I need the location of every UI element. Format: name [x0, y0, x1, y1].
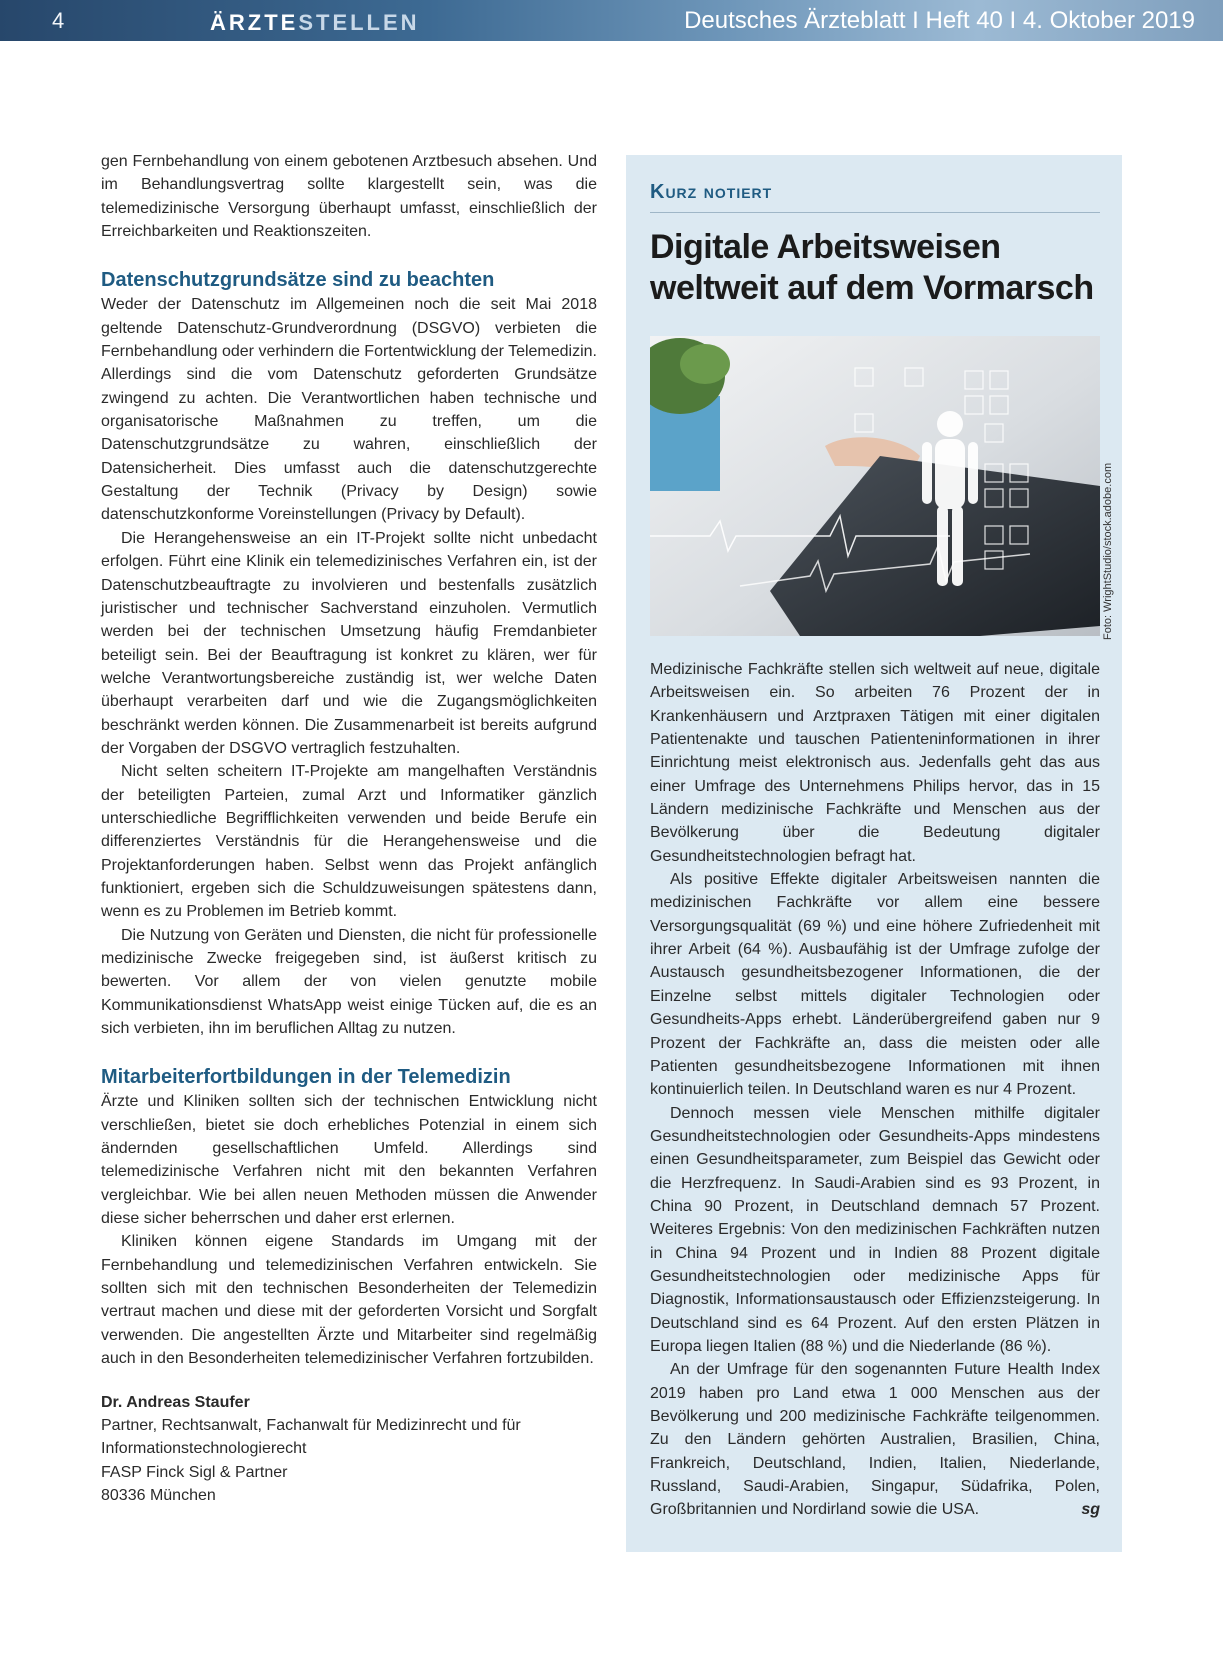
author-initials: sg [1081, 1501, 1100, 1519]
paragraph: Ärzte und Kliniken sollten sich der technischen Entwicklung nicht verschließen, bietet sie doch erhebliches Potenzial in einem sich ändernden gesellschaftlichen Umfeld. Allerdings sind telemedizinische Verfahren nicht mit den bekannten Verfahren vergleichbar. Wie bei allen neuen Methoden müssen die Anwender diese sicher beherrschen und daher erst erlernen. [101, 1093, 597, 1228]
page-number: 4 [52, 8, 65, 33]
author-block [101, 1391, 597, 1508]
issue-info: Deutsches Ärzteblatt I Heft 40 I 4. Oktober 2019 [684, 7, 1195, 34]
paragraph: Medizinische Fachkräfte stellen sich weltweit auf neue, digitale Arbeitsweisen ein. So arbeiten 76 Prozent der in Krankenhäusern und Arztpraxen Tätigen mit einer digitalen Patientenakte und tauschen Patienteninformationen in ihrer Einrichtung meist elektronisch aus. Jedenfalls geht das aus einer Umfrage des Unternehmens Philips hervor, das in 15 Ländern medizinische Fachkräfte und Menschen aus der Bevölkerung über die Bedeutung digitaler Gesundheitstechnologien befragt hat. [650, 661, 1100, 865]
paragraph: gen Fernbehandlung von einem gebotenen Arztbesuch absehen. Und im Behandlungsvertrag sollte klargestellt sein, was die telemedizinische Versorgung überhaupt umfasst, einschließlich der Erreichbarkeiten und Reaktionszeiten. [101, 153, 597, 241]
divider [650, 212, 1100, 213]
masthead-part-1: ÄRZTE [210, 10, 299, 35]
photo-telemedicine [650, 336, 1100, 636]
header-bar [0, 0, 1223, 41]
box-kicker: Kurz notiert [650, 181, 773, 203]
paragraph: Nicht selten scheitern IT-Projekte am mangelhaften Verständnis der beteiligten Parteien, zumal Arzt und Informatiker gänzlich unterschiedliche Begrifflichkeiten verwenden und beide Berufe ein differenziertes Verständnis für die Herangehensweise und die Projektanforderungen haben. Selbst wenn das Projekt anfänglich funktioniert, ergeben sich die Schuldzuweisungen spätestens dann, wenn es zu Problemen im Betrieb kommt. [101, 763, 597, 921]
author-line: FASP Finck Sigl & Partner [101, 1463, 288, 1481]
headline-line: weltweit auf dem Vormarsch [650, 269, 1094, 307]
headline-line: Digitale Arbeitsweisen [650, 228, 1001, 266]
box-headline [650, 227, 1105, 309]
paragraph: Die Herangehensweise an ein IT-Projekt sollte nicht unbedacht erfolgen. Führt eine Klinik ein telemedizinisches Verfahren ein, ist der Datenschutzbeauftragte zu involvieren und bestenfalls zusätzlich juristischer und technischer Sachverstand einzuholen. Vermutlich werden bei der technischen Umsetzung häufig Fremdanbieter beteiligt sein. Bei der Beauftragung ist konkret zu klären, wer für welche Verantwortungsbereiche zuständig ist, wer welche Daten überhaupt verarbeiten darf und wie die Zugangsmöglichkeiten beschränkt werden können. Die Zusammenarbeit ist bereits aufgrund der Vorgaben der DSGVO vertraglich festzuhalten. [101, 529, 597, 757]
author-line: Partner, Rechtsanwalt, Fachanwalt für Medizinrecht und für [101, 1416, 521, 1434]
author-line: 80336 München [101, 1486, 216, 1504]
author-line: Informationstechnologierecht [101, 1440, 307, 1458]
photo-illustration [650, 336, 1100, 636]
sidebar-box [626, 155, 1122, 1552]
section-heading-training: Mitarbeiterfortbildungen in der Telemedizin [101, 1066, 511, 1089]
main-article [101, 150, 597, 1507]
paragraph [650, 1358, 1100, 1521]
paragraph: Kliniken können eigene Standards im Umgang mit der Fernbehandlung und telemedizinischen Verfahren entwickeln. Sie sollten sich mit den technischen Besonderheiten der Telemedizin vertraut machen und diese mit der geforderten Vorsicht und Sorgfalt verwenden. Die angestellten Ärzte und Mitarbeiter sind regelmäßig auch in den Besonderheiten telemedizinischer Verfahren fortzubilden. [101, 1233, 597, 1368]
masthead-part-2: STELLEN [298, 10, 420, 35]
author-name: Dr. Andreas Staufer [101, 1393, 250, 1411]
box-article [650, 658, 1100, 1522]
paragraph: Weder der Datenschutz im Allgemeinen noch die seit Mai 2018 geltende Datenschutz-Grundverordnung (DSGVO) verbieten die Fernbehandlung oder verhindern die Fortentwicklung der Telemedizin. Allerdings sind die vom Datenschutz geforderten Grundsätze zwingend zu achten. Die Verantwortlichen haben technische und organisatorische Maßnahmen zu treffen, um die Datenschutzgrundsätze zu wahren, einschließlich der Datensicherheit. Dies umfasst auch die datenschutzgerechte Gestaltung der Technik (Privacy by Design) sowie datenschutzkonforme Voreinstellungen (Privacy by Default). [101, 296, 597, 524]
paragraph-text: An der Umfrage für den sogenannten Future Health Index 2019 haben pro Land etwa 1 000 Menschen aus der Bevölkerung und 200 medizinische Fachkräfte teilgenommen. Zu den Ländern gehörten Australien, Brasilien, China, Frankreich, Deutschland, Indien, Italien, Niederlande, Russland, Saudi-Arabien, Singapur, Südafrika, Polen, Großbritannien und Nordirland sowie die USA. [650, 1361, 1100, 1519]
section-heading-privacy: Datenschutzgrundsätze sind zu beachten [101, 269, 495, 292]
paragraph: Die Nutzung von Geräten und Diensten, die nicht für professionelle medizinische Zwecke freigegeben sind, ist äußerst kritisch zu bewerten. Vor allem der von vielen genutzte mobile Kommunikationsdienst WhatsApp weist einige Tücken auf, die es an sich verbieten, ihn im beruflichen Alltag zu nutzen. [101, 926, 597, 1038]
section-masthead [210, 10, 420, 36]
paragraph: Als positive Effekte digitaler Arbeitsweisen nannten die medizinischen Fachkräfte vor allem eine bessere Versorgungsqualität (69 %) und eine höhere Zufriedenheit mit ihrer Arbeit (64 %). Ausbaufähig ist der Umfrage zufolge der Austausch gesundheitsbezogener Informationen, die der Einzelne selbst mittels digitaler Technologien oder Gesundheits-Apps erhebt. Länderübergreifend gaben nur 9 Prozent der Fachkräfte an, dass die meisten oder alle Patienten gesundheitsbezogene Informationen mit ihnen kontinuierlich teilen. In Deutschland waren es nur 4 Prozent. [650, 871, 1100, 1099]
paragraph: Dennoch messen viele Menschen mithilfe digitaler Gesundheitstechnologien oder Gesundheits-Apps mindestens einen Gesundheitsparameter, zum Beispiel das Gewicht oder die Herzfrequenz. In Saudi-Arabien sind es 93 Prozent, in China 90 Prozent, in Deutschland demnach 57 Prozent. Weiteres Ergebnis: Von den medizinischen Fachkräften nutzen in China 94 Prozent und in Indien 88 Prozent digitale Gesundheitstechnologien oder medizinische Apps für Diagnostik, Informationsaustausch oder Effizienzsteigerung. In Deutschland sind es 64 Prozent. Auf den ersten Plätzen in Europa liegen Italien (88 %) und die Niederlande (86 %). [650, 1104, 1100, 1355]
photo-credit: Foto: WrightStudio/stock.adobe.com [1102, 462, 1114, 640]
